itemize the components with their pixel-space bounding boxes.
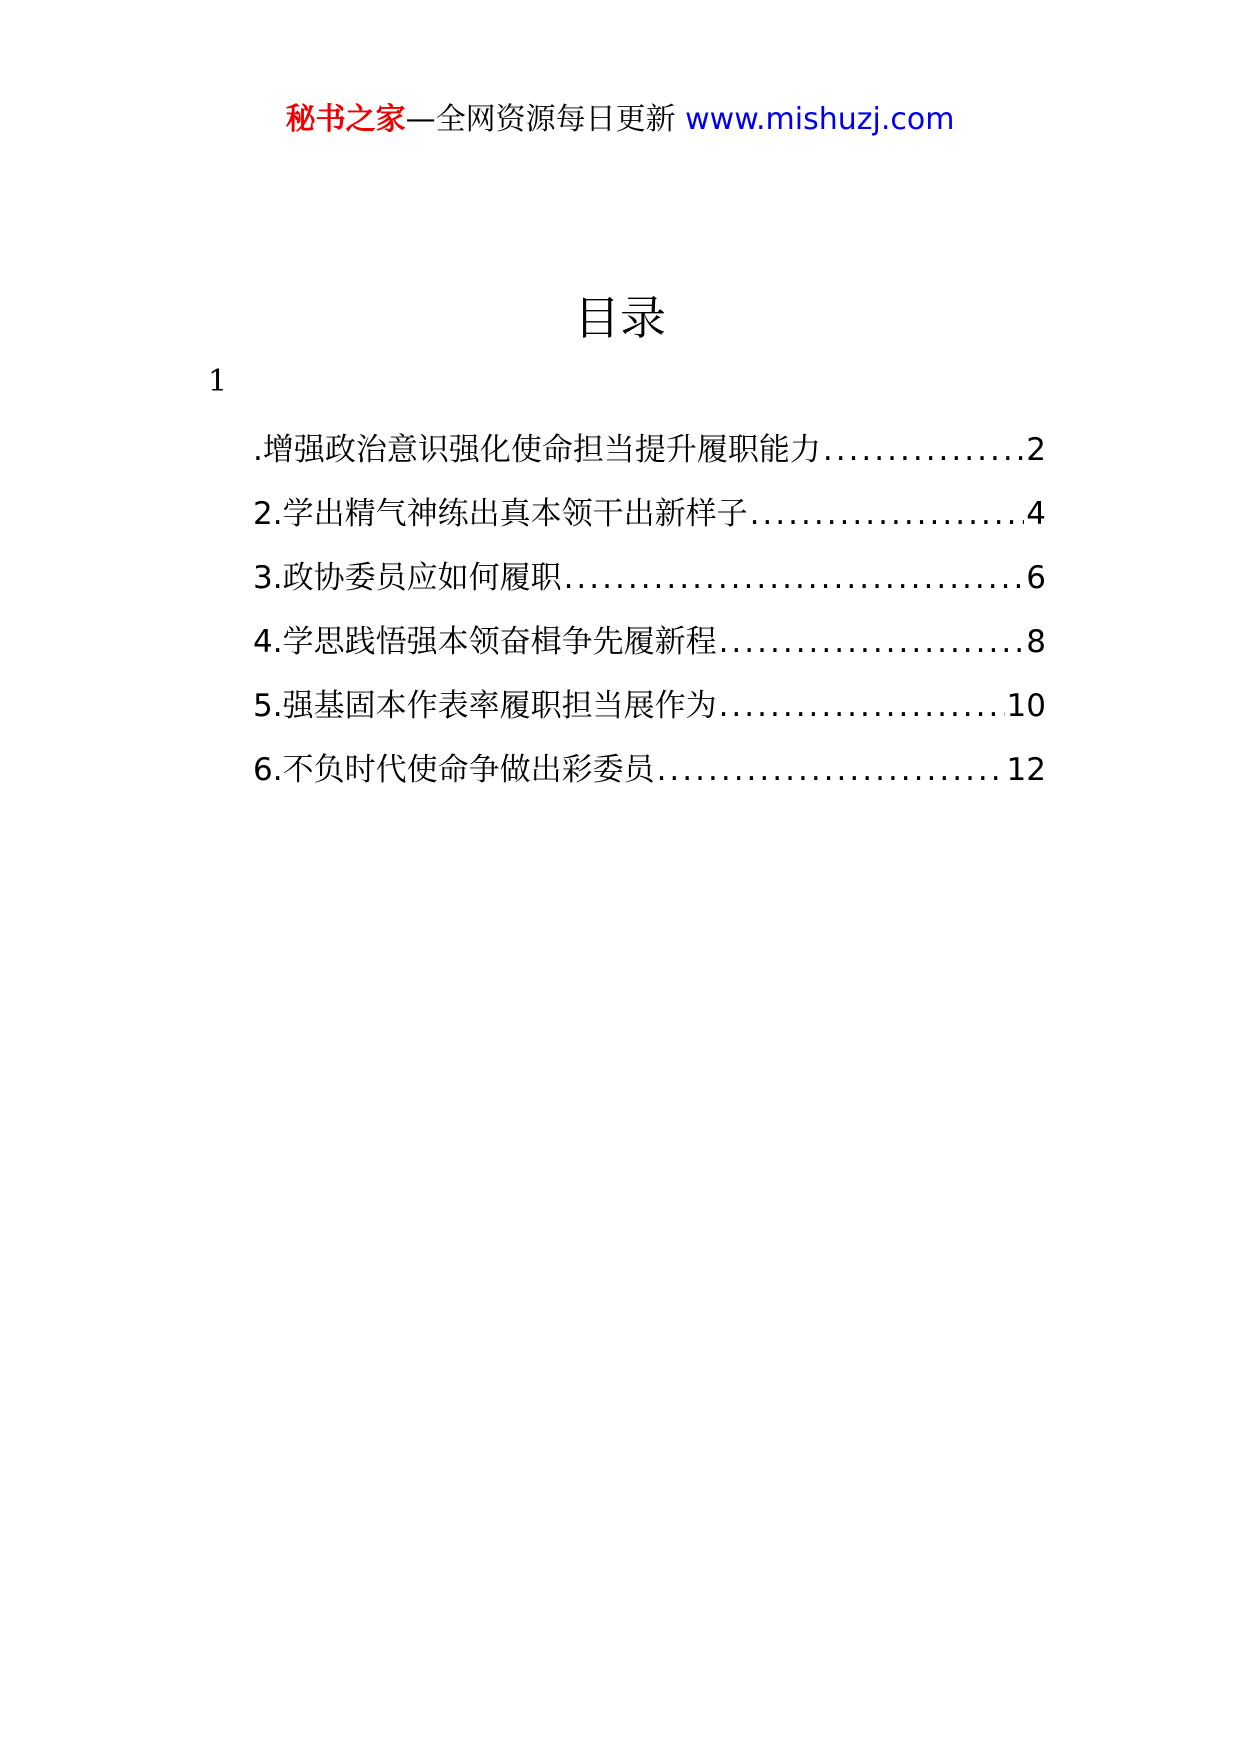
site-header: [0, 100, 1240, 140]
toc-page-number: 8: [1026, 624, 1046, 660]
toc-dot-leader: [719, 686, 1005, 726]
toc-dot-leader: [657, 750, 1005, 790]
toc-dot-leader: [823, 430, 1024, 470]
brand-name: 秘书之家: [285, 102, 406, 137]
toc-entry-text: 6.不负时代使命争做出彩委员: [253, 752, 655, 788]
toc-page-number: 6: [1026, 560, 1046, 596]
toc-entry-text: .增强政治意识强化使命担当提升履职能力: [253, 432, 821, 468]
toc-dot-leader: [750, 494, 1025, 534]
toc-entry-text: 5.强基固本作表率履职担当展作为: [253, 688, 717, 724]
toc-entry[interactable]: [253, 430, 1046, 494]
toc-entry-text: 2.学出精气神练出真本领干出新样子: [253, 496, 748, 532]
toc-marker: 1: [208, 364, 228, 399]
toc-page-number: 2: [1026, 432, 1046, 468]
header-tagline: —全网资源每日更新: [405, 102, 676, 137]
toc-dot-leader: [564, 558, 1025, 598]
toc-page-number: 12: [1006, 752, 1046, 788]
toc-page-number: 10: [1006, 688, 1046, 724]
toc-title: 目录: [574, 291, 666, 345]
toc-list: [253, 430, 1046, 814]
toc-entry[interactable]: [253, 558, 1046, 622]
toc-entry[interactable]: [253, 622, 1046, 686]
toc-entry[interactable]: [253, 494, 1046, 558]
toc-entry-text: 3.政协委员应如何履职: [253, 560, 562, 596]
toc-entry[interactable]: [253, 686, 1046, 750]
toc-entry[interactable]: [253, 750, 1046, 814]
toc-page-number: 4: [1026, 496, 1046, 532]
toc-entry-text: 4.学思践悟强本领奋楫争先履新程: [253, 624, 717, 660]
site-url-link[interactable]: www.mishuzj.com: [685, 102, 955, 137]
toc-dot-leader: [719, 622, 1025, 662]
